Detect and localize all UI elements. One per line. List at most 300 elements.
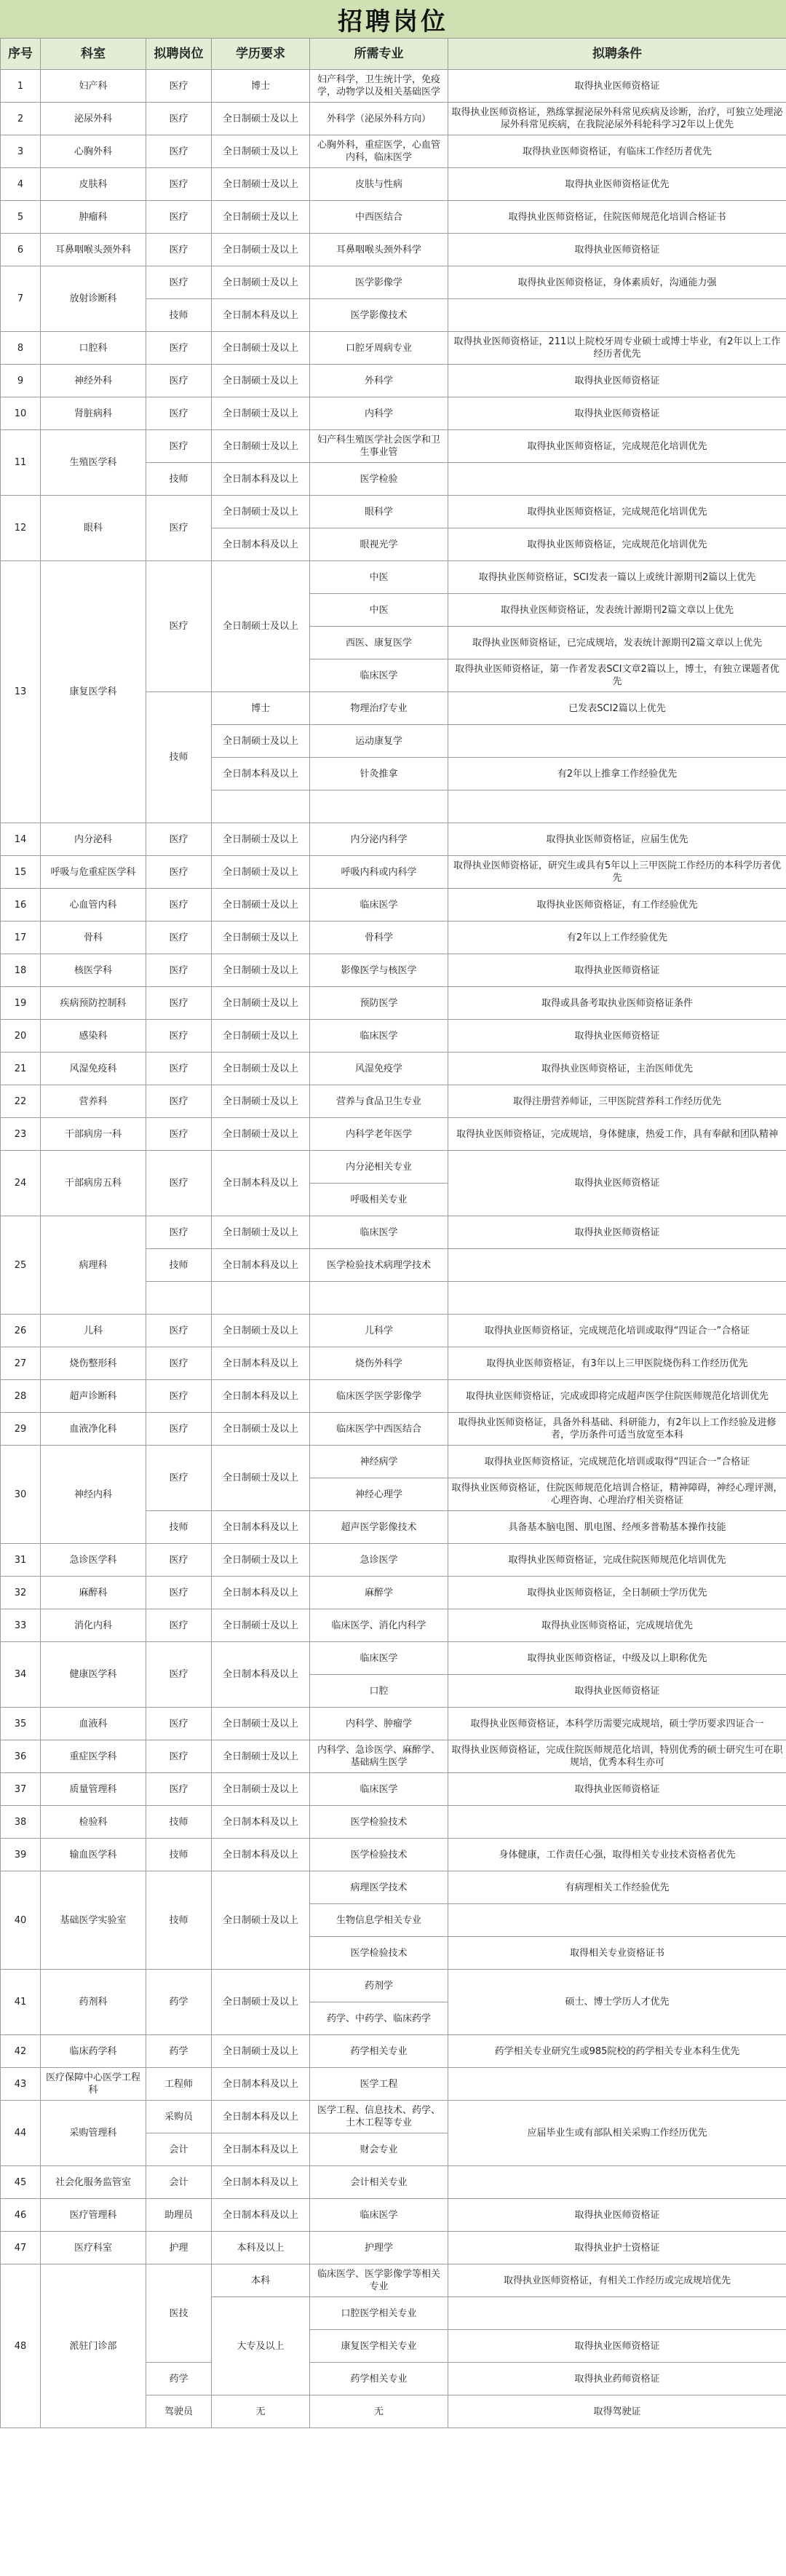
table-cell: 全日制硕士及以上 xyxy=(212,496,310,528)
table-cell: 取得执业医师资格证 xyxy=(448,1151,786,1216)
table-cell: 取得执业医师资格证，研究生或具有5年以上三甲医院工作经历的本科学历者优先 xyxy=(448,856,786,889)
table-cell: 药学相关专业 xyxy=(310,2035,448,2068)
table-cell: 医疗管理科 xyxy=(41,2199,146,2232)
table-cell: 41 xyxy=(1,1970,41,2035)
table-cell: 运动康复学 xyxy=(310,725,448,758)
table-cell xyxy=(448,1806,786,1839)
table-cell: 取得执业医师资格证 xyxy=(448,1675,786,1708)
table-cell: 麻醉学 xyxy=(310,1577,448,1609)
table-cell: 急诊医学 xyxy=(310,1544,448,1577)
table-cell: 烧伤外科学 xyxy=(310,1347,448,1380)
table-cell: 16 xyxy=(1,889,41,922)
table-cell: 技师 xyxy=(146,692,212,823)
table-cell: 临床药学科 xyxy=(41,2035,146,2068)
table-row xyxy=(1,922,786,954)
table-cell: 医疗 xyxy=(146,168,212,201)
table-cell: 全日制硕士及以上 xyxy=(212,168,310,201)
table-cell: 本科 xyxy=(212,2264,310,2297)
table-cell: 取得执业医师资格证，完成规范化培训或取得“四证合一”合格证 xyxy=(448,1315,786,1347)
table-cell: 药学 xyxy=(146,2035,212,2068)
table-cell: 全日制硕士及以上 xyxy=(212,1053,310,1085)
table-cell: 取得执业医师资格证，完成住院医师规范化培训优先 xyxy=(448,1544,786,1577)
table-cell: 医疗 xyxy=(146,1740,212,1773)
table-row xyxy=(1,1642,786,1675)
table-cell: 全日制硕士及以上 xyxy=(212,922,310,954)
table-cell: 全日制硕士及以上 xyxy=(212,725,310,758)
table-cell: 医学检验技术病理学技术 xyxy=(310,1249,448,1282)
table-cell: 助理员 xyxy=(146,2199,212,2232)
table-cell: 6 xyxy=(1,234,41,266)
table-cell: 内分泌科 xyxy=(41,823,146,856)
table-cell: 医疗 xyxy=(146,1216,212,1249)
table-cell: 全日制本科及以上 xyxy=(212,1347,310,1380)
table-cell: 内科学、急诊医学、麻醉学、基础病生医学 xyxy=(310,1740,448,1773)
table-cell: 全日制硕士及以上 xyxy=(212,1118,310,1151)
table-cell: 医疗 xyxy=(146,1118,212,1151)
table-cell: 全日制本科及以上 xyxy=(212,2101,310,2133)
table-cell: 临床医学 xyxy=(310,1216,448,1249)
table-cell: 全日制硕士及以上 xyxy=(212,987,310,1020)
table-cell: 取得执业医师资格证，住院医师规范化培训合格证，精神障碍，神经心理评测，心理咨询、心理治疗相关资格证 xyxy=(448,1478,786,1511)
table-cell: 全日制硕士及以上 xyxy=(212,397,310,430)
table-cell: 医学影像学 xyxy=(310,266,448,299)
table-cell: 取得执业医师资格证，发表统计源期刊2篇文章以上优先 xyxy=(448,594,786,627)
table-cell: 血液科 xyxy=(41,1708,146,1740)
table-cell: 有2年以上推拿工作经验优先 xyxy=(448,758,786,790)
table-cell: 3 xyxy=(1,135,41,168)
table-cell: 39 xyxy=(1,1839,41,1871)
table-cell: 药学 xyxy=(146,1970,212,2035)
table-cell: 输血医学科 xyxy=(41,1839,146,1871)
table-cell xyxy=(448,725,786,758)
table-cell: 营养科 xyxy=(41,1085,146,1118)
table-cell: 17 xyxy=(1,922,41,954)
table-cell: 全日制硕士及以上 xyxy=(212,561,310,692)
table-row xyxy=(1,1413,786,1446)
table-cell: 医疗 xyxy=(146,1380,212,1413)
table-cell: 风湿免疫科 xyxy=(41,1053,146,1085)
table-cell: 取得执业医师资格证，中级及以上职称优先 xyxy=(448,1642,786,1675)
table-cell: 全日制硕士及以上 xyxy=(212,889,310,922)
table-cell: 医疗保障中心医学工程科 xyxy=(41,2068,146,2101)
table-cell: 取得执业医师资格证，完成规范化培训优先 xyxy=(448,496,786,528)
table-cell: 骨科学 xyxy=(310,922,448,954)
table-cell: 无 xyxy=(212,2395,310,2428)
table-row xyxy=(1,1806,786,1839)
table-row xyxy=(1,2068,786,2101)
table-cell: 呼吸与危重症医学科 xyxy=(41,856,146,889)
table-cell: 消化内科 xyxy=(41,1609,146,1642)
table-row xyxy=(1,1773,786,1806)
table-row xyxy=(1,1577,786,1609)
table-cell: 干部病房五科 xyxy=(41,1151,146,1216)
table-row xyxy=(1,1609,786,1642)
table-row xyxy=(1,135,786,168)
table-cell: 医疗 xyxy=(146,1544,212,1577)
table-cell: 康复医学相关专业 xyxy=(310,2330,448,2363)
table-cell: 疾病预防控制科 xyxy=(41,987,146,1020)
table-cell xyxy=(448,463,786,496)
table-cell: 1 xyxy=(1,70,41,103)
table-cell: 药剂学 xyxy=(310,1970,448,2002)
table-cell: 11 xyxy=(1,430,41,496)
table-cell: 驾驶员 xyxy=(146,2395,212,2428)
table-row xyxy=(1,496,786,528)
table-cell xyxy=(448,2166,786,2199)
table-cell: 13 xyxy=(1,561,41,823)
table-cell: 康复医学科 xyxy=(41,561,146,823)
table-cell: 医疗 xyxy=(146,561,212,692)
table-cell: 取得执业医师资格证，有相关工作经历或完成规培优先 xyxy=(448,2264,786,2297)
table-row xyxy=(1,1380,786,1413)
table-row xyxy=(1,954,786,987)
table-row xyxy=(1,2264,786,2297)
table-cell: 全日制本科及以上 xyxy=(212,1642,310,1708)
table-cell: 全日制硕士及以上 xyxy=(212,1773,310,1806)
table-cell: 医疗 xyxy=(146,1577,212,1609)
table-cell: 物理治疗专业 xyxy=(310,692,448,725)
table-cell: 影像医学与核医学 xyxy=(310,954,448,987)
table-body xyxy=(1,70,786,2428)
table-cell: 临床医学 xyxy=(310,889,448,922)
table-row xyxy=(1,1839,786,1871)
header-major: 所需专业 xyxy=(310,39,448,70)
table-cell: 医疗 xyxy=(146,430,212,463)
table-cell: 技师 xyxy=(146,299,212,332)
table-cell: 全日制硕士及以上 xyxy=(212,103,310,135)
table-cell: 38 xyxy=(1,1806,41,1839)
table-cell: 内科学老年医学 xyxy=(310,1118,448,1151)
table-cell: 神经病学 xyxy=(310,1446,448,1478)
table-cell: 医疗 xyxy=(146,1053,212,1085)
table-cell: 取得执业医师资格证，住院医师规范化培训合格证书 xyxy=(448,201,786,234)
table-cell: 西医、康复医学 xyxy=(310,627,448,659)
table-cell: 神经外科 xyxy=(41,365,146,397)
table-cell: 会计 xyxy=(146,2166,212,2199)
table-cell xyxy=(448,2297,786,2330)
table-cell: 全日制本科及以上 xyxy=(212,1151,310,1216)
table-row xyxy=(1,1085,786,1118)
table-cell: 医学检验 xyxy=(310,463,448,496)
table-cell: 肿瘤科 xyxy=(41,201,146,234)
table-cell: 取得执业医师资格证，具备外科基础、科研能力，有2年以上工作经验及进修者，学历条件可适当放宽至本科 xyxy=(448,1413,786,1446)
table-row xyxy=(1,201,786,234)
table-cell xyxy=(448,1249,786,1282)
table-row xyxy=(1,70,786,103)
table-cell: 妇产科学，卫生统计学，免疫学，动物学以及相关基础医学 xyxy=(310,70,448,103)
table-cell: 取得或具备考取执业医师资格证条件 xyxy=(448,987,786,1020)
table-cell: 全日制硕士及以上 xyxy=(212,823,310,856)
table-cell: 46 xyxy=(1,2199,41,2232)
table-cell: 药学 xyxy=(146,2363,212,2395)
table-cell: 30 xyxy=(1,1446,41,1544)
table-cell: 有病理相关工作经验优先 xyxy=(448,1871,786,1904)
table-cell: 口腔 xyxy=(310,1675,448,1708)
table-cell: 儿科 xyxy=(41,1315,146,1347)
table-cell: 取得执业医师资格证 xyxy=(448,234,786,266)
table-row xyxy=(1,2035,786,2068)
table-cell: 取得执业医师资格证，完成规范化培训优先 xyxy=(448,528,786,561)
table-cell: 医疗 xyxy=(146,365,212,397)
table-cell: 风湿免疫学 xyxy=(310,1053,448,1085)
table-cell: 23 xyxy=(1,1118,41,1151)
table-cell: 全日制本科及以上 xyxy=(212,758,310,790)
table-cell: 技师 xyxy=(146,1871,212,1970)
table-cell: 内科学、肿瘤学 xyxy=(310,1708,448,1740)
table-cell: 医疗 xyxy=(146,135,212,168)
table-cell: 医疗 xyxy=(146,201,212,234)
table-cell: 12 xyxy=(1,496,41,561)
table-cell: 45 xyxy=(1,2166,41,2199)
table-cell xyxy=(146,1282,212,1315)
table-cell: 心胸外科，重症医学，心血管内科，临床医学 xyxy=(310,135,448,168)
header-position: 拟聘岗位 xyxy=(146,39,212,70)
table-cell: 药学相关专业研究生或985院校的药学相关专业本科生优先 xyxy=(448,2035,786,2068)
table-cell: 全日制本科及以上 xyxy=(212,1806,310,1839)
table-row xyxy=(1,168,786,201)
table-row xyxy=(1,234,786,266)
table-cell: 呼吸内科或内科学 xyxy=(310,856,448,889)
table-cell: 超声诊断科 xyxy=(41,1380,146,1413)
table-cell: 40 xyxy=(1,1871,41,1970)
table-cell: 22 xyxy=(1,1085,41,1118)
table-row xyxy=(1,1020,786,1053)
table-cell: 无 xyxy=(310,2395,448,2428)
table-cell: 全日制本科及以上 xyxy=(212,1380,310,1413)
table-cell: 取得执业医师资格证，本科学历需要完成规培，硕士学历要求四证合一 xyxy=(448,1708,786,1740)
table-cell: 2 xyxy=(1,103,41,135)
table-cell: 烧伤整形科 xyxy=(41,1347,146,1380)
table-cell: 医学工程 xyxy=(310,2068,448,2101)
table-cell: 取得相关专业资格证书 xyxy=(448,1937,786,1970)
table-cell: 取得执业医师资格证，完成规培，身体健康，热爱工作，具有奉献和团队精神 xyxy=(448,1118,786,1151)
table-cell: 医学影像技术 xyxy=(310,299,448,332)
table-cell: 医疗 xyxy=(146,266,212,299)
table-cell: 8 xyxy=(1,332,41,365)
table-cell: 有2年以上工作经验优先 xyxy=(448,922,786,954)
table-cell: 全日制硕士及以上 xyxy=(212,1544,310,1577)
table-cell: 全日制本科及以上 xyxy=(212,463,310,496)
table-cell: 财会专业 xyxy=(310,2133,448,2166)
table-cell: 取得注册营养师证，三甲医院营养科工作经历优先 xyxy=(448,1085,786,1118)
table-cell: 医学工程、信息技术、药学、土木工程等专业 xyxy=(310,2101,448,2133)
table-cell: 取得执业医师资格证 xyxy=(448,1216,786,1249)
table-cell: 技师 xyxy=(146,1806,212,1839)
table-cell: 社会化服务监管室 xyxy=(41,2166,146,2199)
table-cell: 34 xyxy=(1,1642,41,1708)
table-cell: 医疗 xyxy=(146,1085,212,1118)
table-cell: 临床医学中西医结合 xyxy=(310,1413,448,1446)
table-cell: 放射诊断科 xyxy=(41,266,146,332)
table-cell: 全日制硕士及以上 xyxy=(212,266,310,299)
table-row xyxy=(1,2166,786,2199)
table-cell xyxy=(448,2068,786,2101)
table-cell: 医疗 xyxy=(146,234,212,266)
table-row xyxy=(1,397,786,430)
table-cell: 眼科学 xyxy=(310,496,448,528)
table-cell: 全日制本科及以上 xyxy=(212,2068,310,2101)
table-cell: 医疗 xyxy=(146,103,212,135)
table-row xyxy=(1,1970,786,2002)
table-cell: 36 xyxy=(1,1740,41,1773)
table-cell: 取得执业医师资格证，完成规范化培训优先 xyxy=(448,430,786,463)
table-cell: 医疗 xyxy=(146,496,212,561)
table-cell: 中西医结合 xyxy=(310,201,448,234)
table-cell xyxy=(448,299,786,332)
table-cell: 取得执业医师资格证 xyxy=(448,2330,786,2363)
table-cell: 取得执业医师资格证，211以上院校牙周专业硕士或博士毕业，有2年以上工作经历者优先 xyxy=(448,332,786,365)
table-cell: 应届毕业生或有部队相关采购工作经历优先 xyxy=(448,2101,786,2166)
table-cell: 35 xyxy=(1,1708,41,1740)
table-cell: 神经心理学 xyxy=(310,1478,448,1511)
table-cell: 全日制硕士及以上 xyxy=(212,2035,310,2068)
table-cell: 取得执业医师资格证，第一作者发表SCI文章2篇以上，博士，有独立课题者优先 xyxy=(448,659,786,692)
table-cell: 医疗 xyxy=(146,823,212,856)
table-row xyxy=(1,1315,786,1347)
table-cell: 取得执业医师资格证，完成或即将完成超声医学住院医师规范化培训优先 xyxy=(448,1380,786,1413)
table-cell: 感染科 xyxy=(41,1020,146,1053)
table-cell: 医疗 xyxy=(146,1446,212,1511)
table-cell: 医疗 xyxy=(146,1609,212,1642)
table-cell: 生殖医学科 xyxy=(41,430,146,496)
table-cell: 全日制硕士及以上 xyxy=(212,954,310,987)
table-cell: 取得执业医师资格证，已完成规培，发表统计源期刊2篇文章以上优先 xyxy=(448,627,786,659)
table-row xyxy=(1,987,786,1020)
table-cell: 神经内科 xyxy=(41,1446,146,1544)
table-cell: 取得执业医师资格证，完成住院医师规范化培训，特别优秀的硕士研究生可在职规培，优秀本科生亦可 xyxy=(448,1740,786,1773)
table-cell: 采购管理科 xyxy=(41,2101,146,2166)
table-cell: 15 xyxy=(1,856,41,889)
table-row xyxy=(1,823,786,856)
table-cell: 口腔科 xyxy=(41,332,146,365)
table-cell: 工程师 xyxy=(146,2068,212,2101)
table-cell: 医疗 xyxy=(146,1773,212,1806)
table-cell: 27 xyxy=(1,1347,41,1380)
table-row xyxy=(1,332,786,365)
table-cell: 取得执业医师资格证，有工作经验优先 xyxy=(448,889,786,922)
table-cell: 取得执业医师资格证，SCI发表一篇以上或统计源期刊2篇以上优先 xyxy=(448,561,786,594)
table-cell: 全日制硕士及以上 xyxy=(212,1216,310,1249)
table-cell: 健康医学科 xyxy=(41,1642,146,1708)
table-cell: 药剂科 xyxy=(41,1970,146,2035)
table-cell xyxy=(448,1282,786,1315)
table-cell: 采购员 xyxy=(146,2101,212,2133)
table-cell: 技师 xyxy=(146,463,212,496)
table-cell: 医疗 xyxy=(146,397,212,430)
table-cell: 全日制硕士及以上 xyxy=(212,234,310,266)
table-cell: 10 xyxy=(1,397,41,430)
table-cell: 本科及以上 xyxy=(212,2232,310,2264)
table-cell: 全日制硕士及以上 xyxy=(212,1871,310,1970)
table-cell: 取得执业医师资格证 xyxy=(448,954,786,987)
table-row xyxy=(1,1544,786,1577)
table-cell: 全日制硕士及以上 xyxy=(212,1708,310,1740)
table-cell: 47 xyxy=(1,2232,41,2264)
table-cell xyxy=(448,1904,786,1937)
table-cell: 会计 xyxy=(146,2133,212,2166)
table-cell: 全日制硕士及以上 xyxy=(212,365,310,397)
table-cell: 全日制硕士及以上 xyxy=(212,1413,310,1446)
table-cell: 血液净化科 xyxy=(41,1413,146,1446)
table-cell: 医疗 xyxy=(146,1315,212,1347)
table-cell xyxy=(310,790,448,823)
table-cell: 全日制硕士及以上 xyxy=(212,201,310,234)
table-cell: 医疗 xyxy=(146,1642,212,1708)
table-cell: 全日制本科及以上 xyxy=(212,1249,310,1282)
table-cell: 取得执业医师资格证，熟练掌握泌尿外科常见疾病及诊断，治疗，可独立处理泌尿外科常见疾病，在我院泌尿外科轮科学习2年以上优先 xyxy=(448,103,786,135)
table-row xyxy=(1,1151,786,1184)
table-cell: 24 xyxy=(1,1151,41,1216)
table-cell: 医学检验技术 xyxy=(310,1806,448,1839)
table-cell: 医疗 xyxy=(146,1020,212,1053)
table-cell: 医疗 xyxy=(146,1708,212,1740)
table-cell: 全日制本科及以上 xyxy=(212,528,310,561)
table-cell: 病理科 xyxy=(41,1216,146,1315)
table-cell: 5 xyxy=(1,201,41,234)
page-title: 招聘岗位 xyxy=(338,7,448,36)
table-cell: 中医 xyxy=(310,561,448,594)
table-row xyxy=(1,1446,786,1478)
table-cell: 身体健康，工作责任心强，取得相关专业技术资格者优先 xyxy=(448,1839,786,1871)
table-cell: 质量管理科 xyxy=(41,1773,146,1806)
table-cell: 儿科学 xyxy=(310,1315,448,1347)
table-row xyxy=(1,266,786,299)
header-department: 科室 xyxy=(41,39,146,70)
table-cell: 皮肤科 xyxy=(41,168,146,201)
table-row xyxy=(1,1118,786,1151)
table-cell: 医疗 xyxy=(146,70,212,103)
table-cell: 妇产科 xyxy=(41,70,146,103)
table-cell: 医疗 xyxy=(146,987,212,1020)
table-cell: 技师 xyxy=(146,1249,212,1282)
table-cell: 取得执业医师资格证 xyxy=(448,1773,786,1806)
table-cell: 取得执业医师资格证，完成规范化培训或取得“四证合一”合格证 xyxy=(448,1446,786,1478)
table-cell: 已发表SCI2篇以上优先 xyxy=(448,692,786,725)
table-cell: 呼吸相关专业 xyxy=(310,1184,448,1216)
table-cell: 全日制硕士及以上 xyxy=(212,856,310,889)
header-index: 序号 xyxy=(1,39,41,70)
table-cell: 口腔医学相关专业 xyxy=(310,2297,448,2330)
table-cell: 心血管内科 xyxy=(41,889,146,922)
table-cell: 预防医学 xyxy=(310,987,448,1020)
table-cell: 取得执业医师资格证，应届生优先 xyxy=(448,823,786,856)
table-cell: 中医 xyxy=(310,594,448,627)
table-cell: 43 xyxy=(1,2068,41,2101)
table-cell: 派驻门诊部 xyxy=(41,2264,146,2428)
table-cell: 技师 xyxy=(146,1511,212,1544)
table-cell: 硕士、博士学历人才优先 xyxy=(448,1970,786,2035)
table-cell: 20 xyxy=(1,1020,41,1053)
table-row xyxy=(1,1347,786,1380)
table-cell: 肾脏病科 xyxy=(41,397,146,430)
table-cell: 7 xyxy=(1,266,41,332)
table-cell: 19 xyxy=(1,987,41,1020)
table-cell: 心胸外科 xyxy=(41,135,146,168)
table-cell: 全日制硕士及以上 xyxy=(212,430,310,463)
table-cell: 临床医学 xyxy=(310,1020,448,1053)
table-cell: 全日制硕士及以上 xyxy=(212,1609,310,1642)
table-cell: 全日制硕士及以上 xyxy=(212,135,310,168)
table-cell xyxy=(310,1282,448,1315)
table-cell: 重症医学科 xyxy=(41,1740,146,1773)
table-cell: 具备基本脑电图、肌电图、经颅多普勒基本操作技能 xyxy=(448,1511,786,1544)
table-cell: 急诊医学科 xyxy=(41,1544,146,1577)
table-cell: 26 xyxy=(1,1315,41,1347)
table-cell: 医疗 xyxy=(146,332,212,365)
table-cell: 药学相关专业 xyxy=(310,2363,448,2395)
table-cell: 全日制本科及以上 xyxy=(212,2133,310,2166)
table-row xyxy=(1,1740,786,1773)
